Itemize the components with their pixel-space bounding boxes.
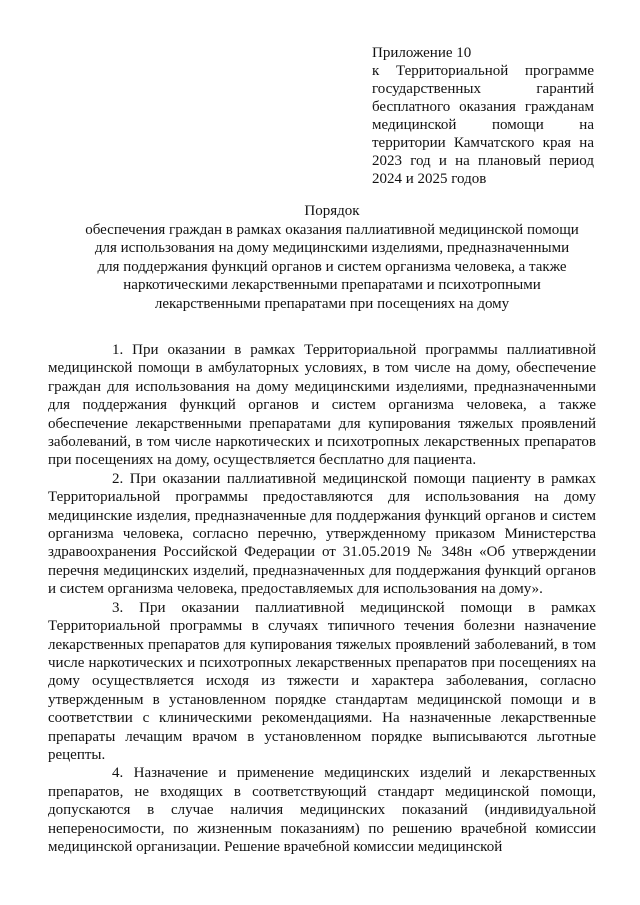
document-body	[48, 341, 596, 856]
title-subtitle-line: лекарственными препаратами при посещениях на дому	[154, 295, 510, 312]
title-heading: Порядок	[304, 203, 360, 219]
document-title	[60, 202, 604, 313]
paragraph-2: 2. При оказании паллиативной медицинской помощи пациенту в рамках Территориальной программы предоставляются для использования на дому медицинские изделия, предназначенные для поддержания функций органов и систем организма человека, согласно перечню, утвержденному приказом Министерства здравоохранения Российской Федерации от 31.05.2019 № 348н «Об утверждении перечня медицинских изделий, предназначенных для поддержания функций органов и систем организма человека, предоставляемых для использования на дому».	[48, 470, 596, 598]
title-subtitle-line: обеспечения граждан в рамках оказания паллиативной медицинской помощи	[85, 221, 579, 238]
paragraph-4: 4. Назначение и применение медицинских изделий и лекарственных препаратов, не входящих в соответствующий стандарт медицинской помощи, допускаются в случае наличия медицинских показаний (индивидуальной непереносимости, по жизненным показаниям) по решению врачебной комиссии медицинской организации. Решение врачебной комиссии медицинской	[48, 765, 596, 855]
title-subtitle-line: наркотическими лекарственными препаратами и психотропными	[123, 277, 541, 293]
appendix-block	[372, 44, 594, 188]
appendix-number: Приложение 10	[372, 45, 472, 61]
paragraph-1: 1. При оказании в рамках Территориальной программы паллиативной медицинской помощи в амбулаторных условиях, в том числе на дому, обеспечение граждан для использования на дому медицинскими изделиями, предназначенными для поддержания функций органов и систем организма человека, а также обеспечение лекарственными препаратами для купирования тяжелых проявлений заболеваний, в том числе наркотических и психотропных лекарственных препаратов при посещениях на дому, осуществляется бесплатно для пациента.	[48, 342, 596, 469]
title-subtitle-line: для поддержания функций органов и систем организма человека, а также	[97, 258, 567, 275]
appendix-description: к Территориальной программе государственных гарантий бесплатного оказания гражданам медицинской помощи на территории Камчатского края на 2023 год и на плановый период 2024 и 2025 годов	[372, 63, 594, 187]
paragraph-3: 3. При оказании паллиативной медицинской помощи в рамках Территориальной программы в случаях типичного течения болезни назначение лекарственных препаратов для купирования тяжелых проявлений заболеваний, в том числе наркотических и психотропных лекарственных препаратов при посещениях на дому осуществляется исходя из тяжести и характера заболевания, согласно утвержденным в установленном порядке стандартам медицинской помощи и в соответствии с клиническими рекомендациями. На назначенные лекарственные препараты лечащим врачом в установленном порядке выписываются льготные рецепты.	[48, 599, 596, 763]
title-subtitle-line: для использования на дому медицинскими изделиями, предназначенными	[94, 240, 570, 256]
